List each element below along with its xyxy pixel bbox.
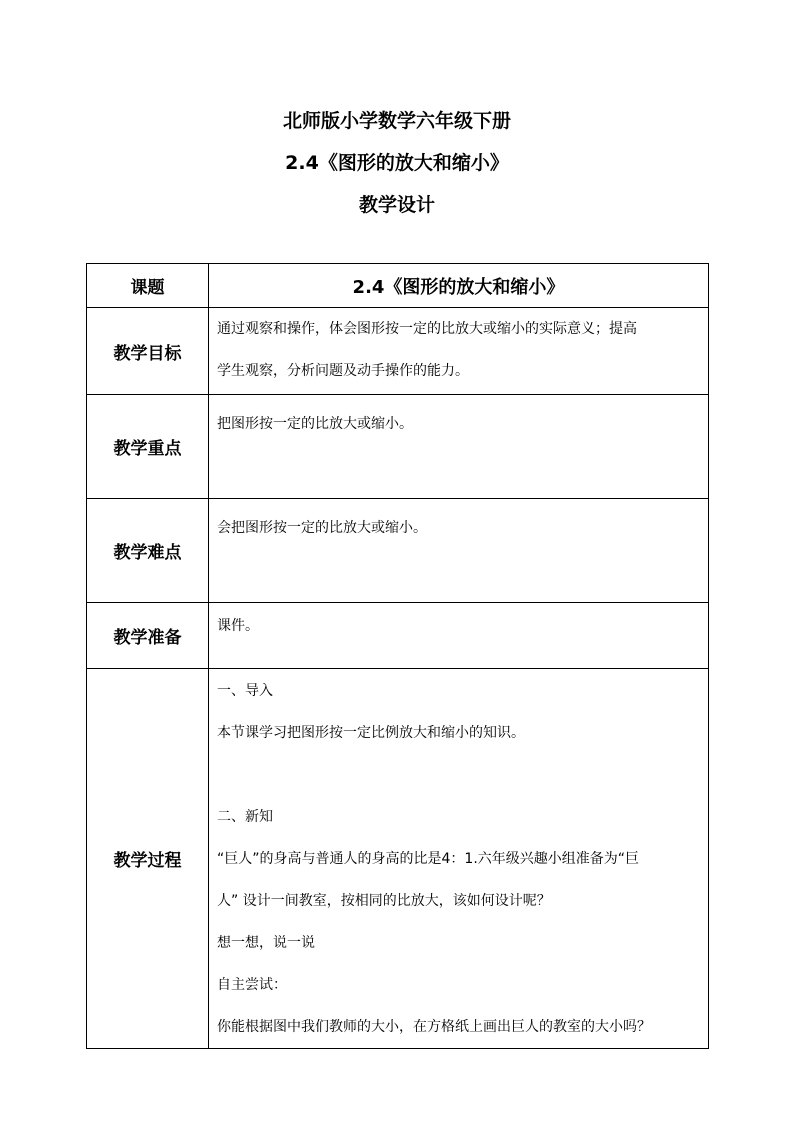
process-intro-text: 本节课学习把图形按一定比例放大和缩小的知识。 <box>217 725 525 741</box>
difficulty-text: 会把图形按一定的比放大或缩小。 <box>217 520 427 536</box>
document-title-series: 北师版小学数学六年级下册 <box>282 110 511 132</box>
process-spacer <box>217 754 704 796</box>
table-row-preparation <box>87 603 709 669</box>
key-point-label: 教学重点 <box>87 395 209 499</box>
difficulty-label: 教学难点 <box>87 499 209 603</box>
difficulty-content <box>209 499 709 603</box>
process-try: 自主尝试： <box>217 977 287 993</box>
topic-label: 课题 <box>87 264 209 308</box>
topic-value: 2.4《图形的放大和缩小》 <box>209 264 709 308</box>
document-title-block <box>0 100 794 226</box>
key-point-text: 把图形按一定的比放大或缩小。 <box>217 416 413 432</box>
preparation-text: 课件。 <box>217 618 259 634</box>
table-row-key-point <box>87 395 709 499</box>
goal-line-2: 学生观察，分析问题及动手操作的能力。 <box>217 363 469 379</box>
preparation-label: 教学准备 <box>87 603 209 669</box>
process-new-line-1: “巨人”的身高与普通人的身高的比是4：1.六年级兴趣小组准备为“巨 <box>217 851 640 867</box>
preparation-content <box>209 603 709 669</box>
document-title-lesson: 2.4《图形的放大和缩小》 <box>285 152 509 174</box>
table-row-process <box>87 669 709 1049</box>
table-row-topic <box>87 264 709 308</box>
process-content <box>209 669 709 1049</box>
process-new-heading: 二、新知 <box>217 809 273 825</box>
process-intro-heading: 一、导入 <box>217 683 273 699</box>
table-row-goal <box>87 308 709 395</box>
lesson-plan-table <box>86 263 709 1049</box>
process-new-line-2: 人” 设计一间教室，按相同的比放大，该如何设计呢？ <box>217 893 551 909</box>
process-question: 你能根据图中我们教师的大小，在方格纸上画出巨人的教室的大小吗？ <box>217 1019 651 1035</box>
goal-label: 教学目标 <box>87 308 209 395</box>
goal-content <box>209 308 709 395</box>
goal-line-1: 通过观察和操作，体会图形按一定的比放大或缩小的实际意义；提高 <box>217 321 637 337</box>
process-think: 想一想，说一说 <box>217 935 315 951</box>
document-title-type: 教学设计 <box>358 194 435 216</box>
table-row-difficulty <box>87 499 709 603</box>
key-point-content <box>209 395 709 499</box>
process-label: 教学过程 <box>87 669 209 1049</box>
